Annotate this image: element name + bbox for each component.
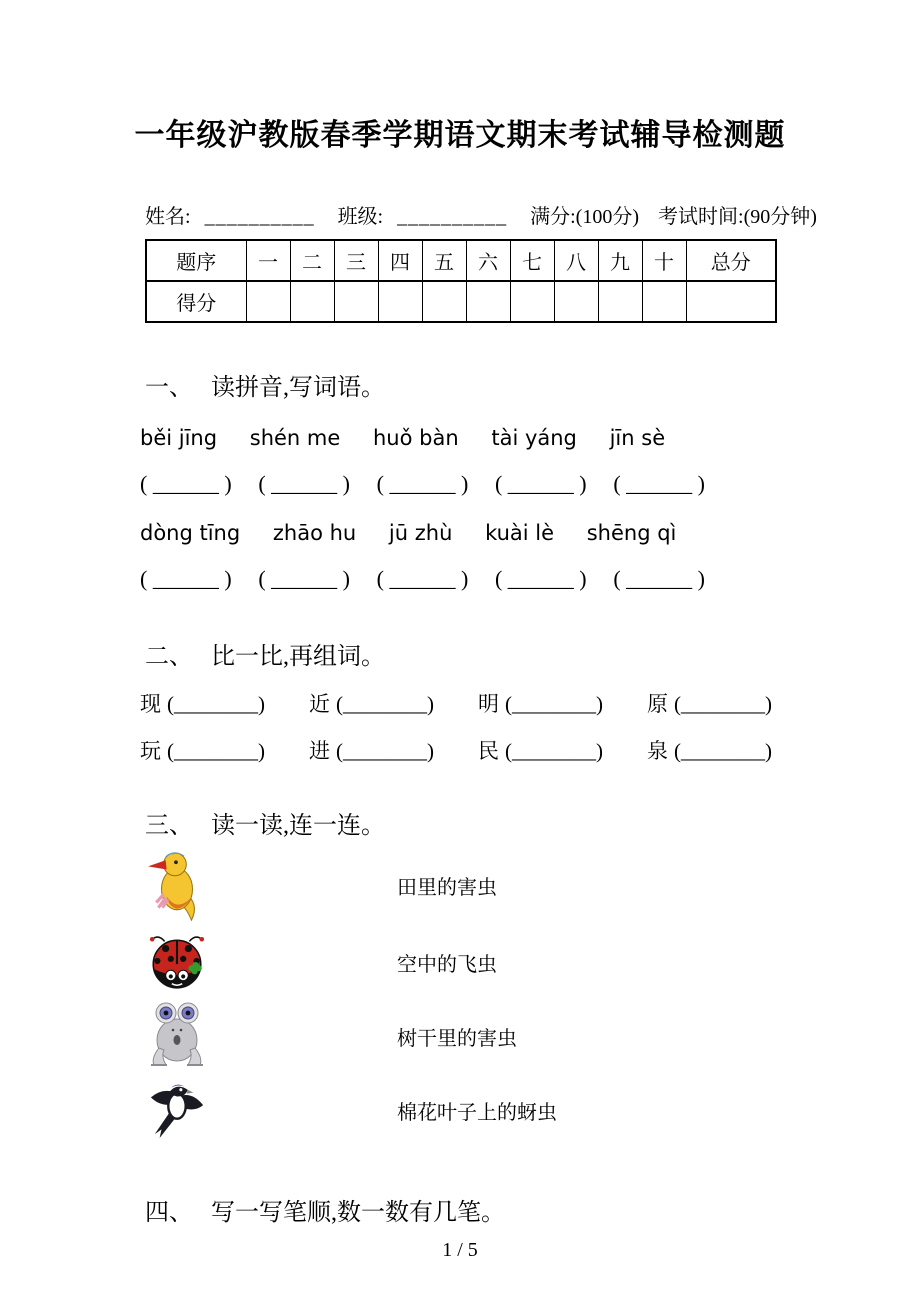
score-table-score-row	[146, 281, 776, 322]
word-compare-item	[478, 735, 603, 765]
section-1-heading	[145, 367, 920, 402]
score-cell	[686, 281, 776, 322]
score-table	[145, 239, 777, 323]
answer-blanks-row-2	[140, 566, 705, 592]
pinyin-word: shén me	[249, 426, 341, 450]
answer-blank: ( ______ )	[613, 566, 705, 591]
word-compare-item	[309, 735, 434, 765]
column-2: 二	[290, 240, 334, 281]
character: 进	[309, 739, 330, 763]
pinyin-word: zhāo hu	[272, 521, 357, 545]
column-10: 十	[642, 240, 686, 281]
word-blank: (________)	[505, 739, 603, 763]
word-compare-item	[647, 735, 772, 765]
pinyin-word: shēng qì	[586, 521, 677, 545]
word-blank: (________)	[167, 739, 265, 763]
pinyin-word: běi jīng	[140, 426, 218, 450]
woodpecker-icon	[145, 850, 209, 920]
total-score-label: 总分	[686, 240, 776, 281]
section-2-title: 比一比,再组词。	[211, 644, 385, 670]
score-cell	[422, 281, 466, 322]
score-cell	[554, 281, 598, 322]
column-6: 六	[466, 240, 510, 281]
section-2-heading	[145, 636, 920, 671]
section-3-heading	[145, 805, 920, 840]
score-cell	[642, 281, 686, 322]
name-blank-line: __________	[204, 206, 315, 228]
word-compare-item	[309, 688, 434, 718]
pinyin-word: jīn sè	[609, 426, 666, 450]
score-cell	[378, 281, 422, 322]
column-1: 一	[246, 240, 290, 281]
character: 民	[478, 739, 499, 763]
match-row-frog	[145, 1000, 920, 1072]
match-row-ladybug	[145, 926, 920, 998]
column-5: 五	[422, 240, 466, 281]
section-3-number: 三、	[145, 813, 193, 839]
word-compare-item	[140, 735, 265, 765]
answer-blank: ( ______ )	[494, 471, 587, 496]
column-8: 八	[554, 240, 598, 281]
page-number: 1 / 5	[442, 1239, 478, 1261]
answer-blank: ( ______ )	[376, 471, 469, 496]
score-cell	[246, 281, 290, 322]
answer-blanks-row-1	[140, 471, 705, 497]
score-cell	[290, 281, 334, 322]
match-label: 田里的害虫	[397, 876, 497, 899]
score-cell	[510, 281, 554, 322]
score-table-header-row	[146, 240, 776, 281]
pinyin-word: huǒ bàn	[373, 426, 459, 450]
pinyin-row-1	[140, 426, 920, 450]
section-1-title: 读拼音,写词语。	[211, 375, 385, 401]
section-2-number: 二、	[145, 644, 193, 670]
frog-icon	[145, 1001, 209, 1071]
word-compare-item	[647, 688, 772, 718]
student-info-line	[145, 200, 920, 229]
answer-blank: ( ______ )	[140, 471, 232, 496]
match-label: 树干里的害虫	[397, 1027, 517, 1050]
word-compare-row-2	[140, 735, 772, 765]
exam-time-info: 考试时间:(90分钟)	[658, 206, 817, 228]
score-cell	[334, 281, 378, 322]
column-4: 四	[378, 240, 422, 281]
section-4-number: 四、	[145, 1200, 193, 1226]
question-order-label: 题序	[146, 240, 246, 281]
pinyin-word: kuài lè	[485, 521, 555, 545]
section-4-heading	[145, 1192, 920, 1227]
section-3-title: 读一读,连一连。	[211, 813, 385, 839]
character: 近	[309, 692, 330, 716]
section-1-number: 一、	[145, 375, 193, 401]
column-7: 七	[510, 240, 554, 281]
column-9: 九	[598, 240, 642, 281]
pinyin-row-2	[140, 521, 920, 545]
page-title: 一年级沪教版春季学期语文期末考试辅导检测题	[134, 119, 786, 152]
answer-blank: ( ______ )	[376, 566, 469, 591]
pinyin-word: dòng tīng	[140, 521, 241, 545]
word-blank: (________)	[336, 692, 434, 716]
answer-blank: ( ______ )	[494, 566, 587, 591]
character: 明	[478, 692, 499, 716]
word-blank: (________)	[336, 739, 434, 763]
word-compare-item	[140, 688, 265, 718]
score-label: 得分	[146, 281, 246, 322]
character: 泉	[647, 739, 668, 763]
character: 现	[140, 692, 161, 716]
character: 玩	[140, 739, 161, 763]
class-label: 班级:	[337, 206, 384, 228]
answer-blank: ( ______ )	[258, 566, 350, 591]
word-compare-row-1	[140, 688, 772, 718]
section-4-title: 写一写笔顺,数一数有几笔。	[211, 1200, 505, 1226]
class-blank-line: __________	[397, 206, 508, 228]
word-blank: (________)	[505, 692, 603, 716]
match-label: 空中的飞虫	[397, 953, 497, 976]
answer-blank: ( ______ )	[613, 471, 705, 496]
full-score-info: 满分:(100分)	[530, 206, 640, 228]
ladybug-icon	[145, 927, 209, 997]
character: 原	[647, 692, 668, 716]
match-row-bird	[145, 846, 920, 924]
column-3: 三	[334, 240, 378, 281]
pinyin-word: tài yáng	[491, 426, 577, 450]
match-label: 棉花叶子上的蚜虫	[397, 1101, 557, 1124]
name-label: 姓名:	[145, 206, 191, 228]
answer-blank: ( ______ )	[140, 566, 232, 591]
word-compare-item	[478, 688, 603, 718]
answer-blank: ( ______ )	[258, 471, 350, 496]
swallow-icon	[145, 1075, 209, 1145]
score-cell	[598, 281, 642, 322]
match-row-swallow	[145, 1074, 920, 1146]
word-blank: (________)	[674, 739, 772, 763]
word-blank: (________)	[167, 692, 265, 716]
pinyin-word: jū zhù	[388, 521, 453, 545]
word-blank: (________)	[674, 692, 772, 716]
score-cell	[466, 281, 510, 322]
